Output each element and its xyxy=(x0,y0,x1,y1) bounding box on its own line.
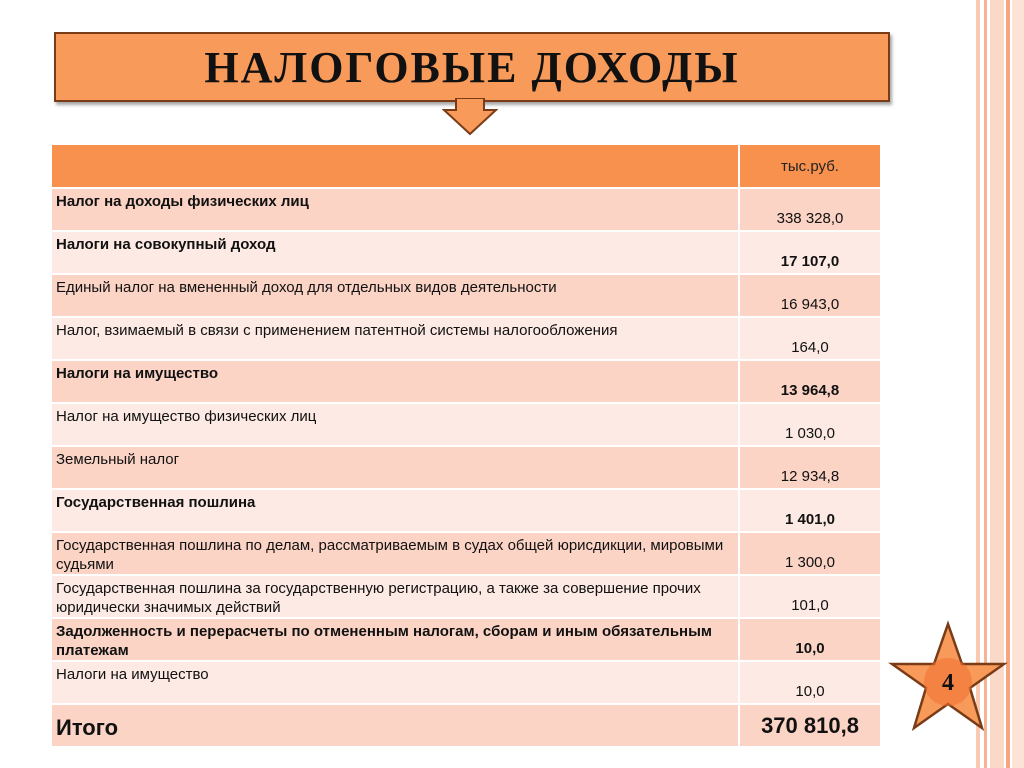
tax-amount-cell: 1 030,0 xyxy=(738,404,880,447)
table-row xyxy=(52,576,880,619)
table-row xyxy=(52,619,880,662)
slide-title: НАЛОГОВЫЕ ДОХОДЫ xyxy=(204,42,740,92)
tax-amount-cell: 164,0 xyxy=(738,318,880,361)
header-blank-cell xyxy=(52,145,738,189)
table-row xyxy=(52,404,880,447)
tax-amount-cell: 16 943,0 xyxy=(738,275,880,318)
tax-name-cell: Налоги на имущество xyxy=(52,361,738,404)
tax-name-cell: Налог на имущество физических лиц xyxy=(52,404,738,447)
tax-income-table xyxy=(52,145,880,748)
tax-name-cell: Государственная пошлина по делам, рассматриваемым в судах общей юрисдикции, мировыми судьями xyxy=(52,533,738,576)
table-header-row xyxy=(52,145,880,189)
tax-amount-cell: 10,0 xyxy=(738,662,880,705)
total-label: Итого xyxy=(52,705,738,748)
total-amount: 370 810,8 xyxy=(738,705,880,748)
table-row xyxy=(52,361,880,404)
tax-amount-cell: 10,0 xyxy=(738,619,880,662)
tax-name-cell: Земельный налог xyxy=(52,447,738,490)
table-row xyxy=(52,275,880,318)
tax-amount-cell: 12 934,8 xyxy=(738,447,880,490)
tax-name-cell: Налог, взимаемый в связи с применением патентной системы налогообложения xyxy=(52,318,738,361)
tax-amount-cell: 1 401,0 xyxy=(738,490,880,533)
tax-name-cell: Задолженность и перерасчеты по отмененным налогам, сборам и иным обязательным платежам xyxy=(52,619,738,662)
tax-name-cell: Налоги на имущество xyxy=(52,662,738,705)
title-banner xyxy=(54,32,890,102)
table-row xyxy=(52,662,880,705)
total-row xyxy=(52,705,880,748)
tax-name-cell: Налоги на совокупный доход xyxy=(52,232,738,275)
table-row xyxy=(52,533,880,576)
table-row xyxy=(52,189,880,232)
table-row xyxy=(52,232,880,275)
table-row xyxy=(52,318,880,361)
tax-amount-cell: 17 107,0 xyxy=(738,232,880,275)
page-number: 4 xyxy=(942,670,954,696)
table-row xyxy=(52,490,880,533)
down-arrow-icon xyxy=(442,98,498,136)
unit-header: тыс.руб. xyxy=(738,145,880,189)
tax-amount-cell: 1 300,0 xyxy=(738,533,880,576)
tax-amount-cell: 101,0 xyxy=(738,576,880,619)
tax-amount-cell: 13 964,8 xyxy=(738,361,880,404)
table-row xyxy=(52,447,880,490)
tax-name-cell: Единый налог на вмененный доход для отдельных видов деятельности xyxy=(52,275,738,318)
tax-name-cell: Государственная пошлина xyxy=(52,490,738,533)
tax-name-cell: Налог на доходы физических лиц xyxy=(52,189,738,232)
tax-name-cell: Государственная пошлина за государственную регистрацию, а также за совершение прочих юридически значимых действий xyxy=(52,576,738,619)
tax-amount-cell: 338 328,0 xyxy=(738,189,880,232)
